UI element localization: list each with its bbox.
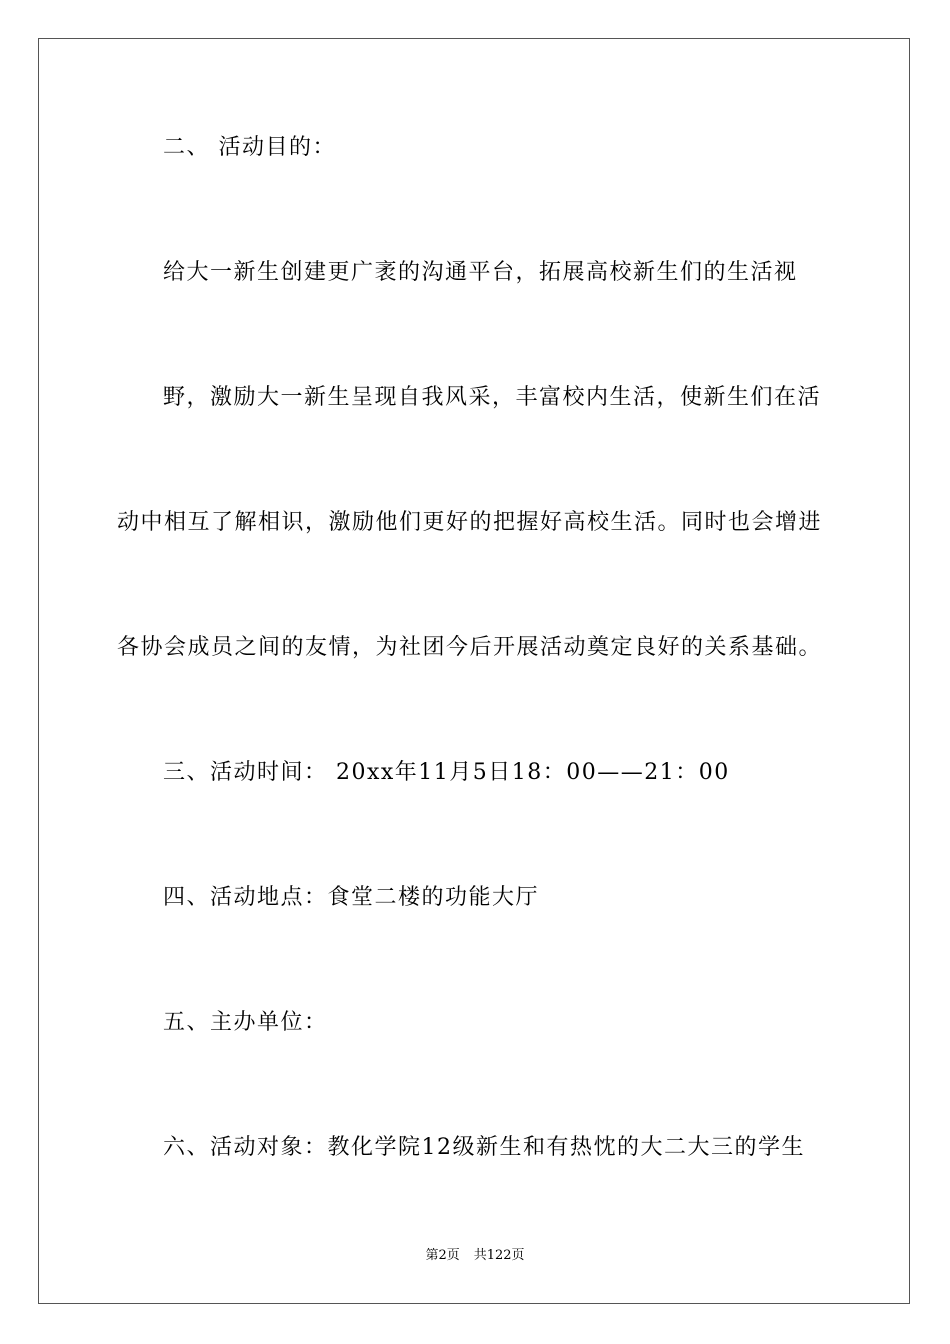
paragraph-line: 给大一新生创建更广袤的沟通平台，拓展高校新生们的生活视 — [163, 260, 798, 285]
section-heading-audience: 六、活动对象：教化学院12级新生和有热忱的大二大三的学生 — [163, 1135, 805, 1160]
page-footer — [0, 1247, 950, 1265]
paragraph-line: 动中相互了解相识，激励他们更好的把握好高校生活。同时也会增进 — [117, 510, 823, 535]
page-total: 共122页 — [473, 1248, 525, 1263]
section-heading-organizer: 五、主办单位： — [163, 1010, 328, 1035]
paragraph-line: 野，激励大一新生呈现自我风采，丰富校内生活，使新生们在活 — [163, 385, 822, 410]
section-heading-location: 四、活动地点：食堂二楼的功能大厅 — [163, 885, 540, 910]
section-heading-time: 三、活动时间： 20xx年11月5日18：00——21：00 — [163, 760, 730, 785]
paragraph-line: 各协会成员之间的友情，为社团今后开展活动奠定良好的关系基础。 — [117, 635, 823, 660]
section-heading-purpose: 二、 活动目的： — [163, 135, 336, 160]
page-border — [38, 38, 910, 1304]
page-number: 第2页 — [425, 1248, 460, 1263]
